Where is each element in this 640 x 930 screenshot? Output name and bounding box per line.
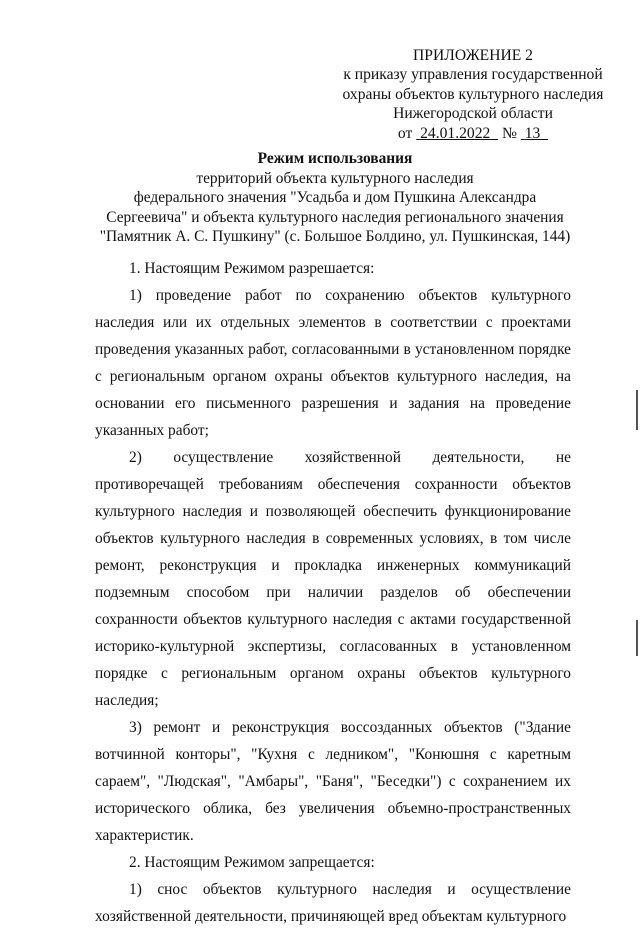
heading-line: федерального значения "Усадьба и дом Пушкина Александра [133,189,537,207]
appendix-date-line [338,124,608,143]
heading-line: территорий объекта культурного наследия [196,169,474,187]
date-prefix: от [397,124,413,142]
appendix-title: ПРИЛОЖЕНИЕ 2 [413,47,533,64]
appendix-header [338,46,608,143]
document-body [95,255,571,930]
paragraph: 3) ремонт и реконструкция воссозданных объектов ("Здание вотчинной конторы", "Кухня с ледником", "Конюшня с каретным сараем", "Людская", "Амбары", "Баня", "Беседки") с сохранением их исторического облика, без увеличения объемно-пространственных характеристик. [95,719,571,844]
order-number: 13 [524,124,541,142]
appendix-line: Нижегородской области [393,105,553,123]
paragraph: 1) проведение работ по сохранению объектов культурного наследия или их отдельных элементов в соответствии с проектами проведения указанных работ, согласованными в установленном порядке с региональным органом охраны объектов культурного наследия, на основании его письменного разрешения и задания на проведение указанных работ; [95,287,571,439]
document-heading [70,149,600,247]
scan-edge-mark [636,390,638,430]
heading-line: Сергеевича" и объекта культурного наследия регионального значения [106,208,564,226]
number-prefix: № [502,124,517,142]
section-1-heading: 1. Настоящим Режимом разрешается: [129,260,375,277]
order-date: 24.01.2022 [420,124,491,142]
appendix-line: к приказу управления государственной [343,66,603,84]
section-2-heading: 2. Настоящим Режимом запрещается: [129,854,375,871]
paragraph: 2) осуществление хозяйственной деятельности, не противоречащей требованиям обеспечения сохранности объектов культурного наследия и позволяющей обеспечить функционирование объектов культурного наследия в современных условиях, в том числе ремонт, реконструкция и прокладка инженерных коммуникаций подземным способом при наличии разделов об обеспечении сохранности объектов культурного наследия с актами государственной историко-культурной экспертизы, согласованных в установленном порядке с региональным органом охраны объектов культурного наследия; [95,449,571,709]
paragraph: 1) снос объектов культурного наследия и осуществление хозяйственной деятельности, причиняющей вред объектам культурного [95,881,571,925]
heading-line: "Памятник А. С. Пушкину" (с. Большое Болдино, ул. Пушкинская, 144) [99,228,571,246]
heading-title: Режим использования [257,150,413,167]
scan-edge-mark [636,620,638,656]
appendix-line: охраны объектов культурного наследия [342,85,604,103]
